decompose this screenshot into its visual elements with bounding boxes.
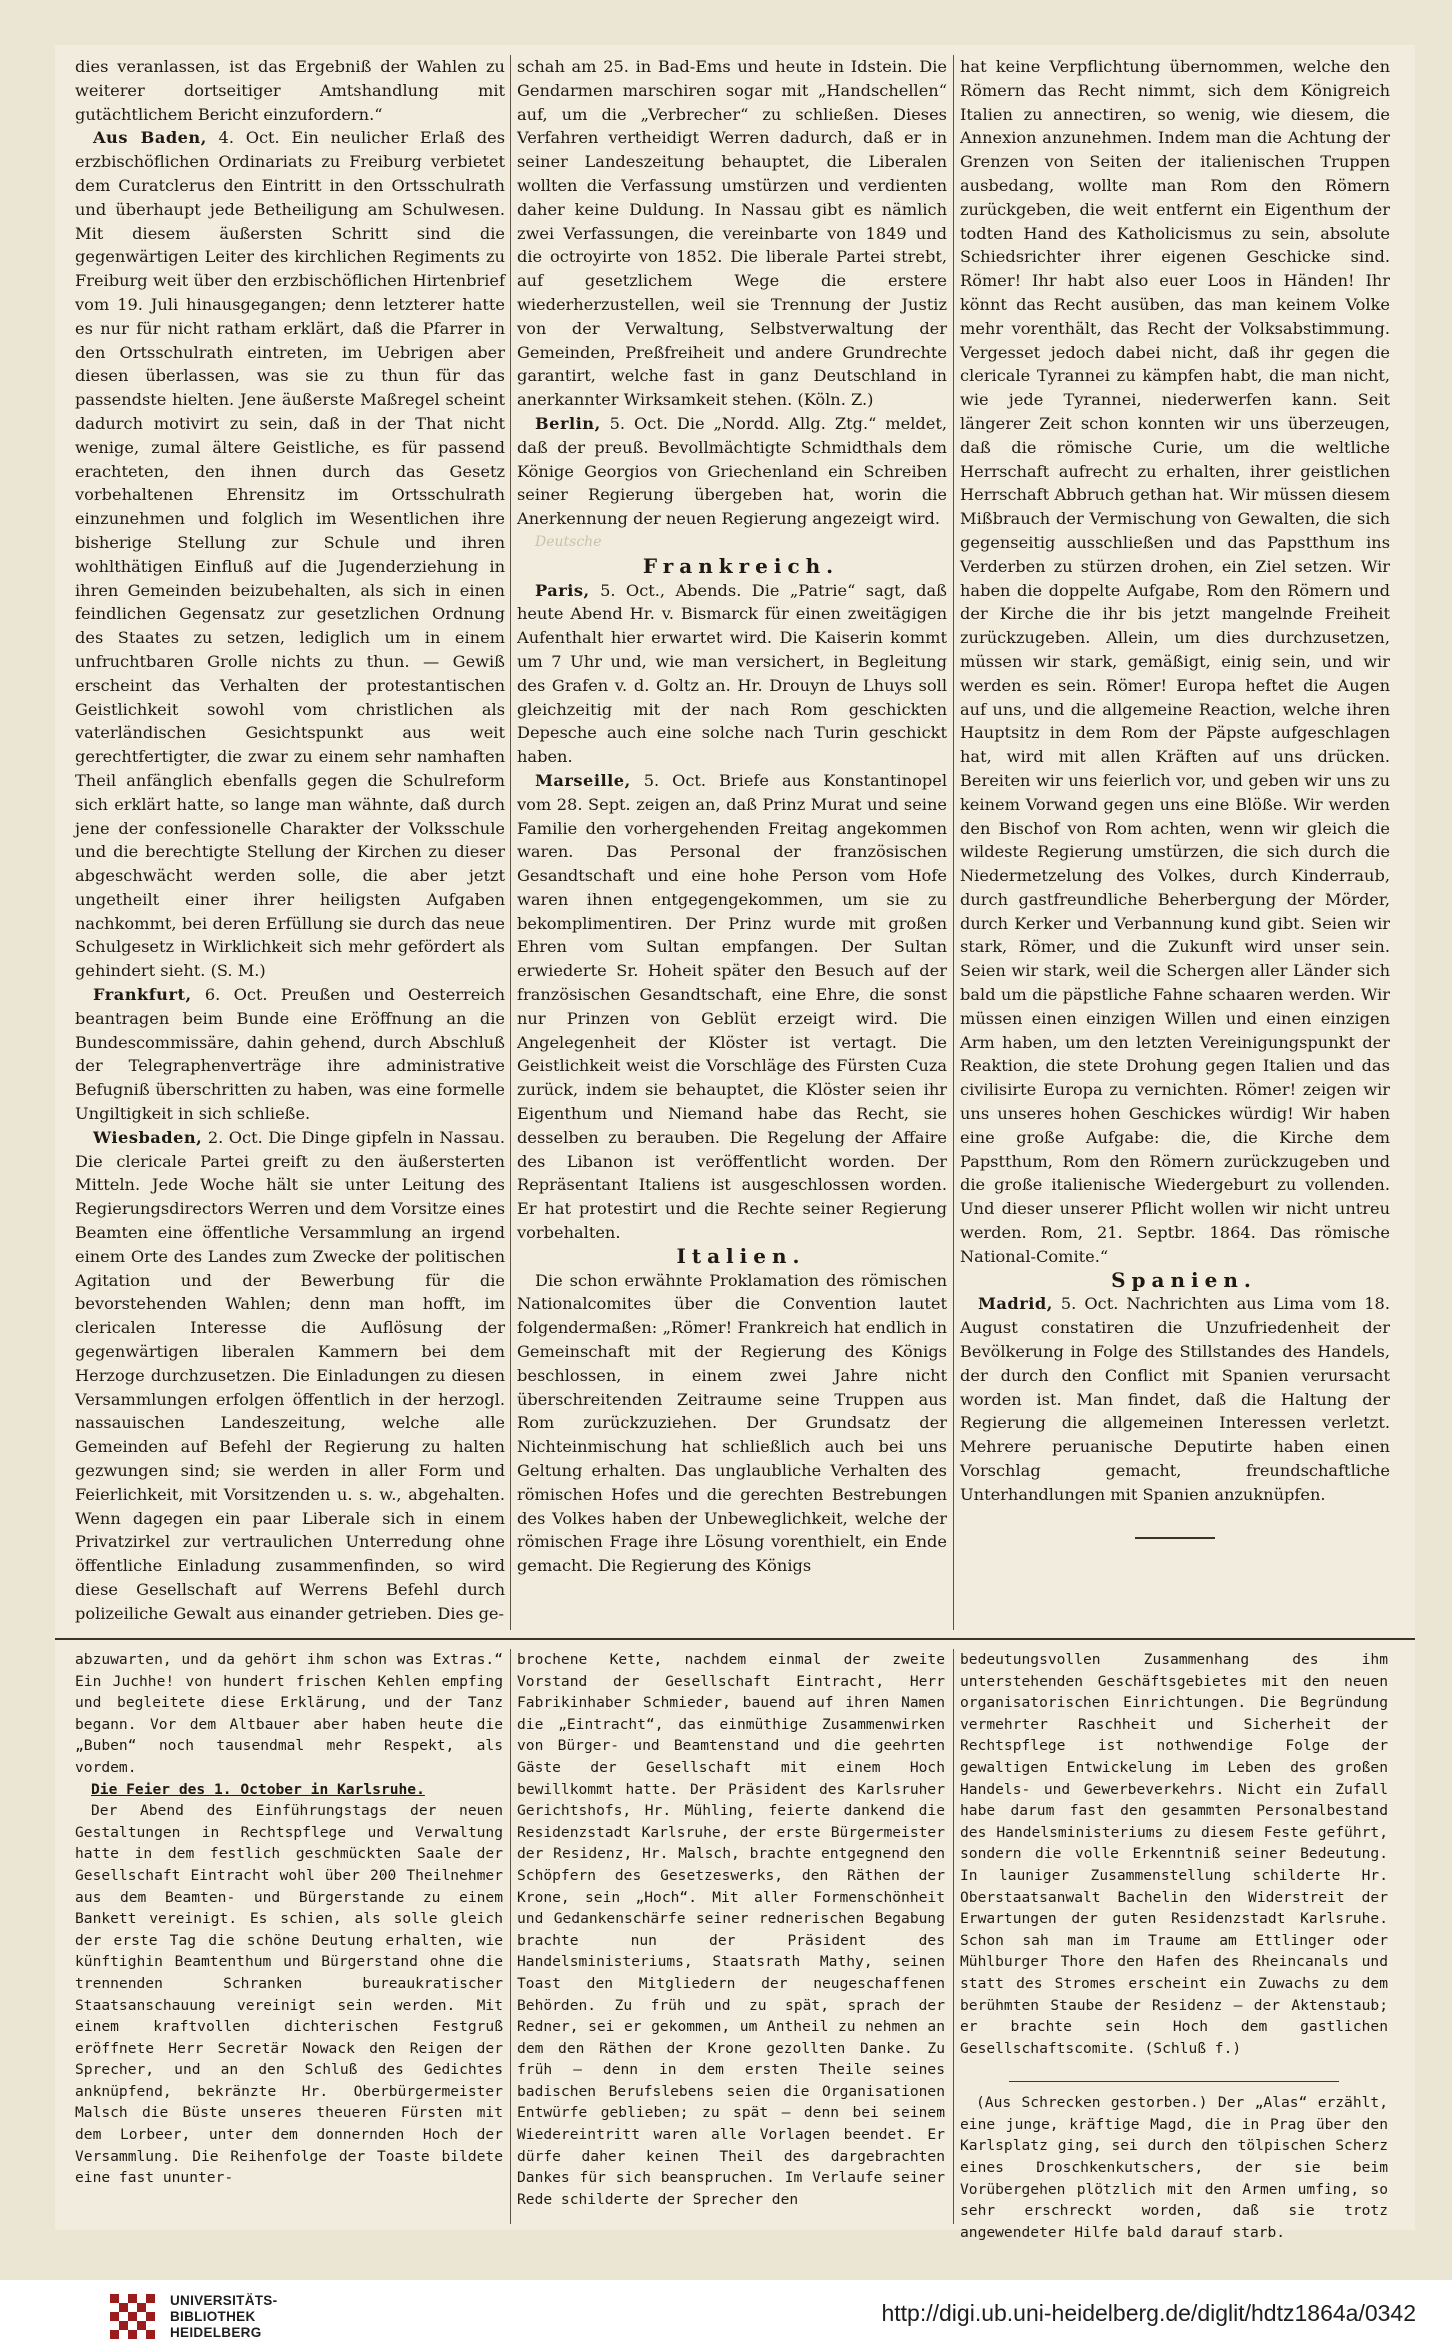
- article-text: dies veranlassen, ist das Ergebniß der Wahlen zu weiterer dortseitiger Amtshandlung mit gutächtlichem Bericht einzufordern.“: [75, 57, 505, 124]
- permalink-url[interactable]: http://digi.ub.uni-heidelberg.de/diglit/hdtz1864a/0342: [881, 2300, 1416, 2326]
- article-madrid: [960, 1292, 1390, 1506]
- dateline: Aus Baden,: [93, 128, 207, 148]
- feuilleton-text: abzuwarten, und da gehört ihm schon was Extras.“ Ein Juchhe! von hundert frischen Kehlen empfing und begleitete diese Erklärung, und der Tanz begann. Vor dem Altbauer aber haben heute die „Buben“ noch tausendmal mehr Respekt, als vordem.: [75, 1651, 503, 1776]
- article-text: 4. Oct. Ein neulicher Erlaß des erzbischöflichen Ordinariats zu Freiburg verbietet dem Curatclerus den Eintritt in den Ortsschulrath und überhaupt jede Betheiligung am Schulwesen. Mit diesem äußersten Schritt sind die gegenwärtigen Leiter des kirchlichen Regiments zu Freiburg weit über den erzbischöflichen Hirtenbrief vom 19. Juli hinausgegangen; denn letzterer hatte es nur für nicht ratham erklärt, daß die Pfarrer in den Ortsschulrath eintreten, im Uebrigen aber diesen überlassen, was sie zu thun für das passendste hielten. Jene äußerste Maßregel scheint dadurch motivirt zu sein, daß in der That nicht wenige, zumal ältere Geistliche, es für passend erachteten, den ihnen durch das Gesetz vorbehaltenen Ehrensitz im Ortsschulrath einzunehmen und folglich im Wesentlichen ihre bisherige Stellung zur Schule und ihren wohlthätigen Einfluß auf die Jugenderziehung in ihren Gemeinden beizubehalten, als sich in einen feindlichen Gegensatz zur gesetzlichen Ordnung des Staates zu setzen, lediglich um in einem unfruchtbaren Grolle nichts zu thun. — Gewiß erscheint das Verhalten der protestantischen Geistlichkeit sowohl vom christlichen als vaterländischen Gesichtspunkt aus weit gerechtfertigter, die zwar zu einem sehr namhaften Theil anfänglich ebenfalls gegen die Schulreform sich erklärt hatte, so lange man wähnte, daß durch jene der confessionelle Charakter der Volksschule und die berechtigte Stellung der Kirchen zu dieser abgeschwächt werden solle, die aber jetzt ungetheilt einer ihrer heiligsten Aufgaben nachkommt, bei deren Erfüllung sie durch das neue Schulgesetz in Wirklichkeit sich mehr gefördert als gehindert sieht. (S. M.): [75, 128, 505, 981]
- news-column-1: [75, 55, 505, 1630]
- library-name-line: UNIVERSITÄTS-: [170, 2293, 278, 2308]
- feuilleton-heading: Die Feier des 1. October in Karlsruhe.: [91, 1780, 425, 1798]
- section-rule: [1009, 2081, 1339, 2082]
- article-wiesbaden: [75, 1126, 505, 1626]
- feuilleton-column-3: [960, 1649, 1388, 2241]
- library-footer: [0, 2280, 1452, 2350]
- article-text: 6. Oct. Preußen und Oesterreich beantragen beim Bunde eine Eröffnung an die Bundescommissäre, dahin gehend, durch Abschluß der Telegraphenverträge ihre administrative Befugniß überschritten zu haben, was eine formelle Ungiltigkeit in sich schließe.: [75, 985, 505, 1124]
- newspaper-page: [55, 45, 1415, 2241]
- dateline: Frankfurt,: [93, 985, 192, 1005]
- article-text: hat keine Verpflichtung übernommen, welche den Römern das Recht nimmt, sich dem Königreich Italien zu annectiren, so wenig, wie diesem, die Annexion anzunehmen. Indem man die Achtung der Grenzen von Seiten der italienischen Truppen ausbedang, wollte man Rom den Römern zurückgeben, die weit entfernt ein Eigenthum der todten Hand des Katholicismus zu sein, absolute Schiedsrichter ihrer eigenen Geschicke sind. Römer! Ihr habt also euer Loos in Händen! Ihr könnt das Recht ausüben, das man keinem Volke mehr vorenthält, das Recht der Volksabstimmung. Vergesset jedoch dabei nicht, daß ihr gegen die clericale Tyrannei zu kämpfen habt, die man nicht, wie jede Tyrannei, niederwerfen kann. Seit längerer Zeit schon konnten wir uns überzeugen, daß die römische Curie, um die weltliche Herrschaft aufrecht zu erhalten, ihrer geistlichen Herrschaft Abbruch gethan hat. Wir müssen diesem Mißbrauch der Vermischung von Gewalten, die sich gegenseitig ausschließen und das Papstthum ins Verderben zu stürzen drohen, ein Ziel setzen. Wir haben die doppelte Aufgabe, Rom den Römern und der Kirche die ihr bis jetzt mangelnde Freiheit zurückzugeben. Allein, um dies durchzusetzen, müssen wir stark, gemäßigt, einig sein, und wir werden es sein. Römer! Europa heftet die Augen auf uns, und die allgemeine Reaction, welche ihren Hauptsitz in dem Rom der Päpste aufgeschlagen hat, wird mit allen Kräften auf uns drücken. Bereiten wir uns feierlich vor, und geben wir uns zu keinem Vorwand gegen uns eine Blöße. Wir werden den Bischof von Rom achten, wenn wir gleich die wildeste Regierung umstürzen, die sich durch die Niedermetzelung des Volkes, durch Kinderraub, durch gastfreundliche Beherbergung der Mörder, durch Kerker und Verbannung kund gibt. Seien wir stark, Römer, und die Zukunft wird unser sein. Seien wir stark, weil die Schergen aller Länder sich bald um die päpstliche Fahne schaaren werden. Wir müssen einen einzigen Willen und einen einzigen Arm haben, um den letzten Vereinigungspunkt der Reaktion, die stete Drohung gegen Italien und das civilisirte Europa zu vernichten. Römer! zeigen wir uns unseres hohen Geschickes würdig! Wir haben eine große Aufgabe: die, die Kirche dem Papstthum, Rom den Römern zurückzugeben und die große italienische Wiedergeburt zu vollenden. Und dieser unserer Pflicht wollen wir nicht untreu werden. Rom, 21. Septbr. 1864. Das römische National-Comite.“: [960, 57, 1390, 1266]
- dateline: Wiesbaden,: [93, 1127, 203, 1147]
- column-rule: [510, 55, 511, 1630]
- article-berlin: [517, 412, 947, 531]
- library-name-line: BIBLIOTHEK: [170, 2309, 256, 2324]
- article-text: schah am 25. in Bad-Ems und heute in Idstein. Die Gendarmen marschiren sogar mit „Handschellen“ auf, um die „Verbrecher“ zu schließen. Dieses Verfahren vertheidigt Werren dadurch, daß er in seiner Landeszeitung behauptet, die Liberalen wollten die Verfassung umstürzen und verdienten daher keine Duldung. In Nassau gibt es nämlich zwei Verfassungen, die vereinbarte von 1849 und die octroyirte von 1852. Die liberale Partei strebt, auf gesetzlichem Wege die erstere wiederherzustellen, weil sie Trennung der Justiz von der Verwaltung, Selbstverwaltung der Gemeinden, Preßfreiheit und andere Grundrechte garantirt, welche fast in ganz Deutschland in anerkannter Wirksamkeit stehen. (Köln. Z.): [517, 57, 947, 410]
- feuilleton-column-2: [517, 1649, 945, 2229]
- feuilleton-text: bedeutungsvollen Zusammenhang des ihm unterstehenden Geschäftsgebietes mit den neuen organisatorischen Einrichtungen. Die Begründung vermehrter Raschheit und Sicherheit der Rechtspflege ist nothwendige Folge der gewaltigen Entwickelung im Leben des großen Handels- und Gewerbeverkehrs. Nicht ein Zufall habe darum fast den gesammten Personalbestand des Handelsministeriums zu diesem Feste geführt, sondern die volle Erkenntniß seiner Bedeutung. In launiger Zusammenstellung schilderte Hr. Oberstaatsanwalt Bachelin den Widerstreit der Erwartungen der guten Residenzstadt Karlsruhe. Schon sah man im Traume am Ettlinger oder Mühlburger Thore den Hafen des Rheincanals und statt des Stromes erscheint ein Zuwachs zu dem berühmten Staube der Residenz — der Aktenstaub; er brachte sein Hoch dem gastlichen Gesellschaftscomite. (Schluß f.): [960, 1651, 1388, 2057]
- feuilleton-column-1: [75, 1649, 503, 2229]
- library-name: [170, 2293, 277, 2341]
- dateline: Berlin,: [535, 413, 601, 433]
- article-text: 5. Oct. Die „Nordd. Allg. Ztg.“ meldet, daß der preuß. Bevollmächtigte Schmidthals dem Könige Georgios von Griechenland ein Schreiben seiner Regierung übergeben hat, worin die Anerkennung der neuen Regierung angezeigt wird.: [517, 413, 947, 529]
- library-name-line: HEIDELBERG: [170, 2325, 262, 2340]
- bleed-through-text: Deutsche: [535, 533, 602, 550]
- news-column-3: [960, 55, 1390, 1630]
- article-text: Die schon erwähnte Proklamation des römischen Nationalcomites über die Convention lautet folgendermaßen: „Römer! Frankreich hat endlich in Gemeinschaft mit der Regierung des Königs beschlossen, in einem zwei Jahre nicht überschreitenden Zeitraume seine Truppen aus Rom zurückzuziehen. Der Grundsatz der Nichteinmischung hat schließlich auch bei uns Geltung erhalten. Das unglaubliche Verhalten des römischen Hofes und die gerechten Bestrebungen des Volkes haben der Unbeweglichkeit, welche der römischen Frage ihre Lösung vorenthielt, ein Ende gemacht. Die Regierung des Königs: [517, 1270, 947, 1576]
- section-rule: [1135, 1537, 1215, 1539]
- feuilleton-text: brochene Kette, nachdem einmal der zweite Vorstand der Gesellschaft Eintracht, Herr Fabrikinhaber Schmieder, bauend auf ihren Namen die „Eintracht“, das einmüthige Zusammenwirken von Bürger- und Beamtenstand und die geehrten Gäste der Gesellschaft mit einem Hoch bewillkommt hatte. Der Präsident des Karlsruher Gerichtshofs, Hr. Mühling, feierte dankend die Residenzstadt Karlsruhe, der erste Bürgermeister der Residenz, Hr. Malsch, brachte entgegnend den Schöpfern des Gesetzeswerks, den Räthen der Krone, sein „Hoch“. Mit aller Formenschönheit und Gedankenschärfe seiner rednerischen Begabung brachte nun der Präsident des Handelsministeriums, Staatsrath Mathy, seinen Toast den Mitgliedern der neugeschaffenen Behörden. Zu früh und zu spät, sprach der Redner, sei er gekommen, um Antheil zu nehmen an dem den Räthen der Krone gezollten Danke. Zu früh — denn in dem ersten Theile seines badischen Berufslebens seien die Organisationen Entwürfe geblieben; zu spät — denn bei seinem Wiedereintritt waren alle Vorlagen beendet. Er dürfe daher keinen Theil des dargebrachten Dankes für sich beanspruchen. Im Verlaufe seiner Rede schilderte der Sprecher den: [517, 1651, 945, 2208]
- news-column-2: [517, 55, 947, 1630]
- article-baden: [75, 126, 505, 983]
- dateline: Madrid,: [978, 1294, 1053, 1314]
- column-rule: [953, 55, 954, 1630]
- dateline: Paris,: [535, 580, 590, 600]
- column-rule: [953, 1649, 954, 2224]
- article-marseille: [517, 769, 947, 1245]
- feuilleton-divider: [55, 1638, 1415, 1640]
- feuilleton-text: (Aus Schrecken gestorben.) Der „Alas“ erzählt, eine junge, kräftige Magd, die in Prag über den Karlsplatz ging, sei durch den tölpischen Scherz eines Droschkenkutschers, der sie beim Vorübergehen plötzlich mit den Armen umfing, so sehr erschreckt worden, daß sie trotz angewendeter Hilfe bald darauf starb.: [960, 2094, 1388, 2241]
- column-rule: [510, 1649, 511, 2224]
- section-heading-italien: Italien.: [676, 1243, 806, 1268]
- section-heading-spanien: Spanien.: [1111, 1267, 1257, 1292]
- article-frankfurt: [75, 983, 505, 1126]
- dateline: Marseille,: [535, 770, 631, 790]
- article-text: 5. Oct., Abends. Die „Patrie“ sagt, daß heute Abend Hr. v. Bismarck für einen zweitägigen Aufenthalt hier erwartet wird. Die Kaiserin kommt um 7 Uhr und, wie man versichert, in Begleitung des Grafen v. d. Goltz an. Hr. Drouyn de Lhuys soll gleichzeitig mit der nach Rom geschickten Depesche auch eine solche nach Turin geschickt haben.: [517, 580, 947, 767]
- article-paris: [517, 579, 947, 769]
- university-library-logo-icon: [110, 2294, 156, 2340]
- article-text: 5. Oct. Briefe aus Konstantinopel vom 28. Sept. zeigen an, daß Prinz Murat und seine Familie den vorhergehenden Freitag angekommen waren. Das Personal der französischen Gesandtschaft und eine hohe Person vom Hofe waren ihnen entgegengekommen, um sie zu bekomplimentiren. Der Prinz wurde mit großen Ehren vom Sultan empfangen. Der Sultan erwiederte Sr. Hoheit später den Besuch auf der französischen Gesandtschaft, eine Ehre, die sonst nur Prinzen von Geblüt erzeigt wird. Die Angelegenheit der Klöster ist vertagt. Die Geistlichkeit weist die Vorschläge des Fürsten Cuza zurück, indem sie behauptet, die Klöster seien ihr Eigenthum und Niemand habe das Recht, sie desselben zu berauben. Die Regelung der Affaire des Libanon ist veröffentlicht worden. Der Repräsentant Italiens ist ausgeschlossen worden. Er hat protestirt und die Rechte seiner Regierung vorbehalten.: [517, 770, 947, 1243]
- news-section: [55, 55, 1415, 1630]
- feuilleton-section: [55, 1649, 1415, 2241]
- feuilleton-text: Der Abend des Einführungstags der neuen Gestaltungen in Rechtspflege und Verwaltung hatte in dem festlich geschmückten Saale der Gesellschaft Eintracht wohl über 200 Theilnehmer aus dem Beamten- und Bürgerstande zu einem Bankett vereinigt. Es schien, als solle gleich der erste Tag die schöne Deutung erhalten, wie künftighin Beamtenthum und Bürgerstand ohne die trennenden Schranken bureaukratischer Staatsanschauung vereinigt sein werden. Mit einem kraftvollen dichterischen Festgruß eröffnete Herr Secretär Nowack den Reigen der Sprecher, und an den Schluß des Gedichtes anknüpfend, bekränzte Hr. Oberbürgermeister Malsch die Büste unseres theueren Fürsten mit dem Lorbeer, unter dem donnernden Hoch der Versammlung. Die Reihenfolge der Toaste bildete eine fast ununter-: [75, 1802, 503, 2187]
- article-text: 2. Oct. Die Dinge gipfeln in Nassau. Die clericale Partei greift zu den äußersterten Mitteln. Jede Woche hält sie unter Leitung des Regierungsdirectors Werren und dem Vorsitze eines Beamten eine öffentliche Versammlung an irgend einem Orte des Landes zum Zwecke der politischen Agitation und der Bewerbung für die bevorstehenden Wahlen; denn man hofft, im clericalen Interesse die Auflösung der gegenwärtigen liberalen Kammern bei dem Herzoge durchzusetzen. Die Einladungen zu diesen Versammlungen erfolgen öffentlich in der herzogl. nassauischen Landeszeitung, welche alle Gemeinden auf Befehl der Regierung zu halten gezwungen sind; sie werden in aller Form und Feierlichkeit, mit Vorsitzenden u. s. w., abgehalten. Wenn dagegen ein paar Liberale sich in einem Privatzirkel zur vertraulichen Unterredung ohne öffentliche Einladung zusammenfinden, so wird diese Gesellschaft auf Werrens Befehl durch polizeiliche Gewalt aus einander getrieben. Dies ge-: [75, 1127, 505, 1623]
- article-text: 5. Oct. Nachrichten aus Lima vom 18. August constatiren die Unzufriedenheit der Bevölkerung in Folge des Stillstandes des Handels, der durch den Conflict mit Spanien verursacht worden ist. Man findet, daß die Haltung der Regierung die allgemeinen Interessen verletzt. Mehrere peruanische Deputirte haben einen Vorschlag gemacht, freundschaftliche Unterhandlungen mit Spanien anzuknüpfen.: [960, 1294, 1390, 1504]
- section-heading-frankreich: Frankreich.: [642, 553, 840, 578]
